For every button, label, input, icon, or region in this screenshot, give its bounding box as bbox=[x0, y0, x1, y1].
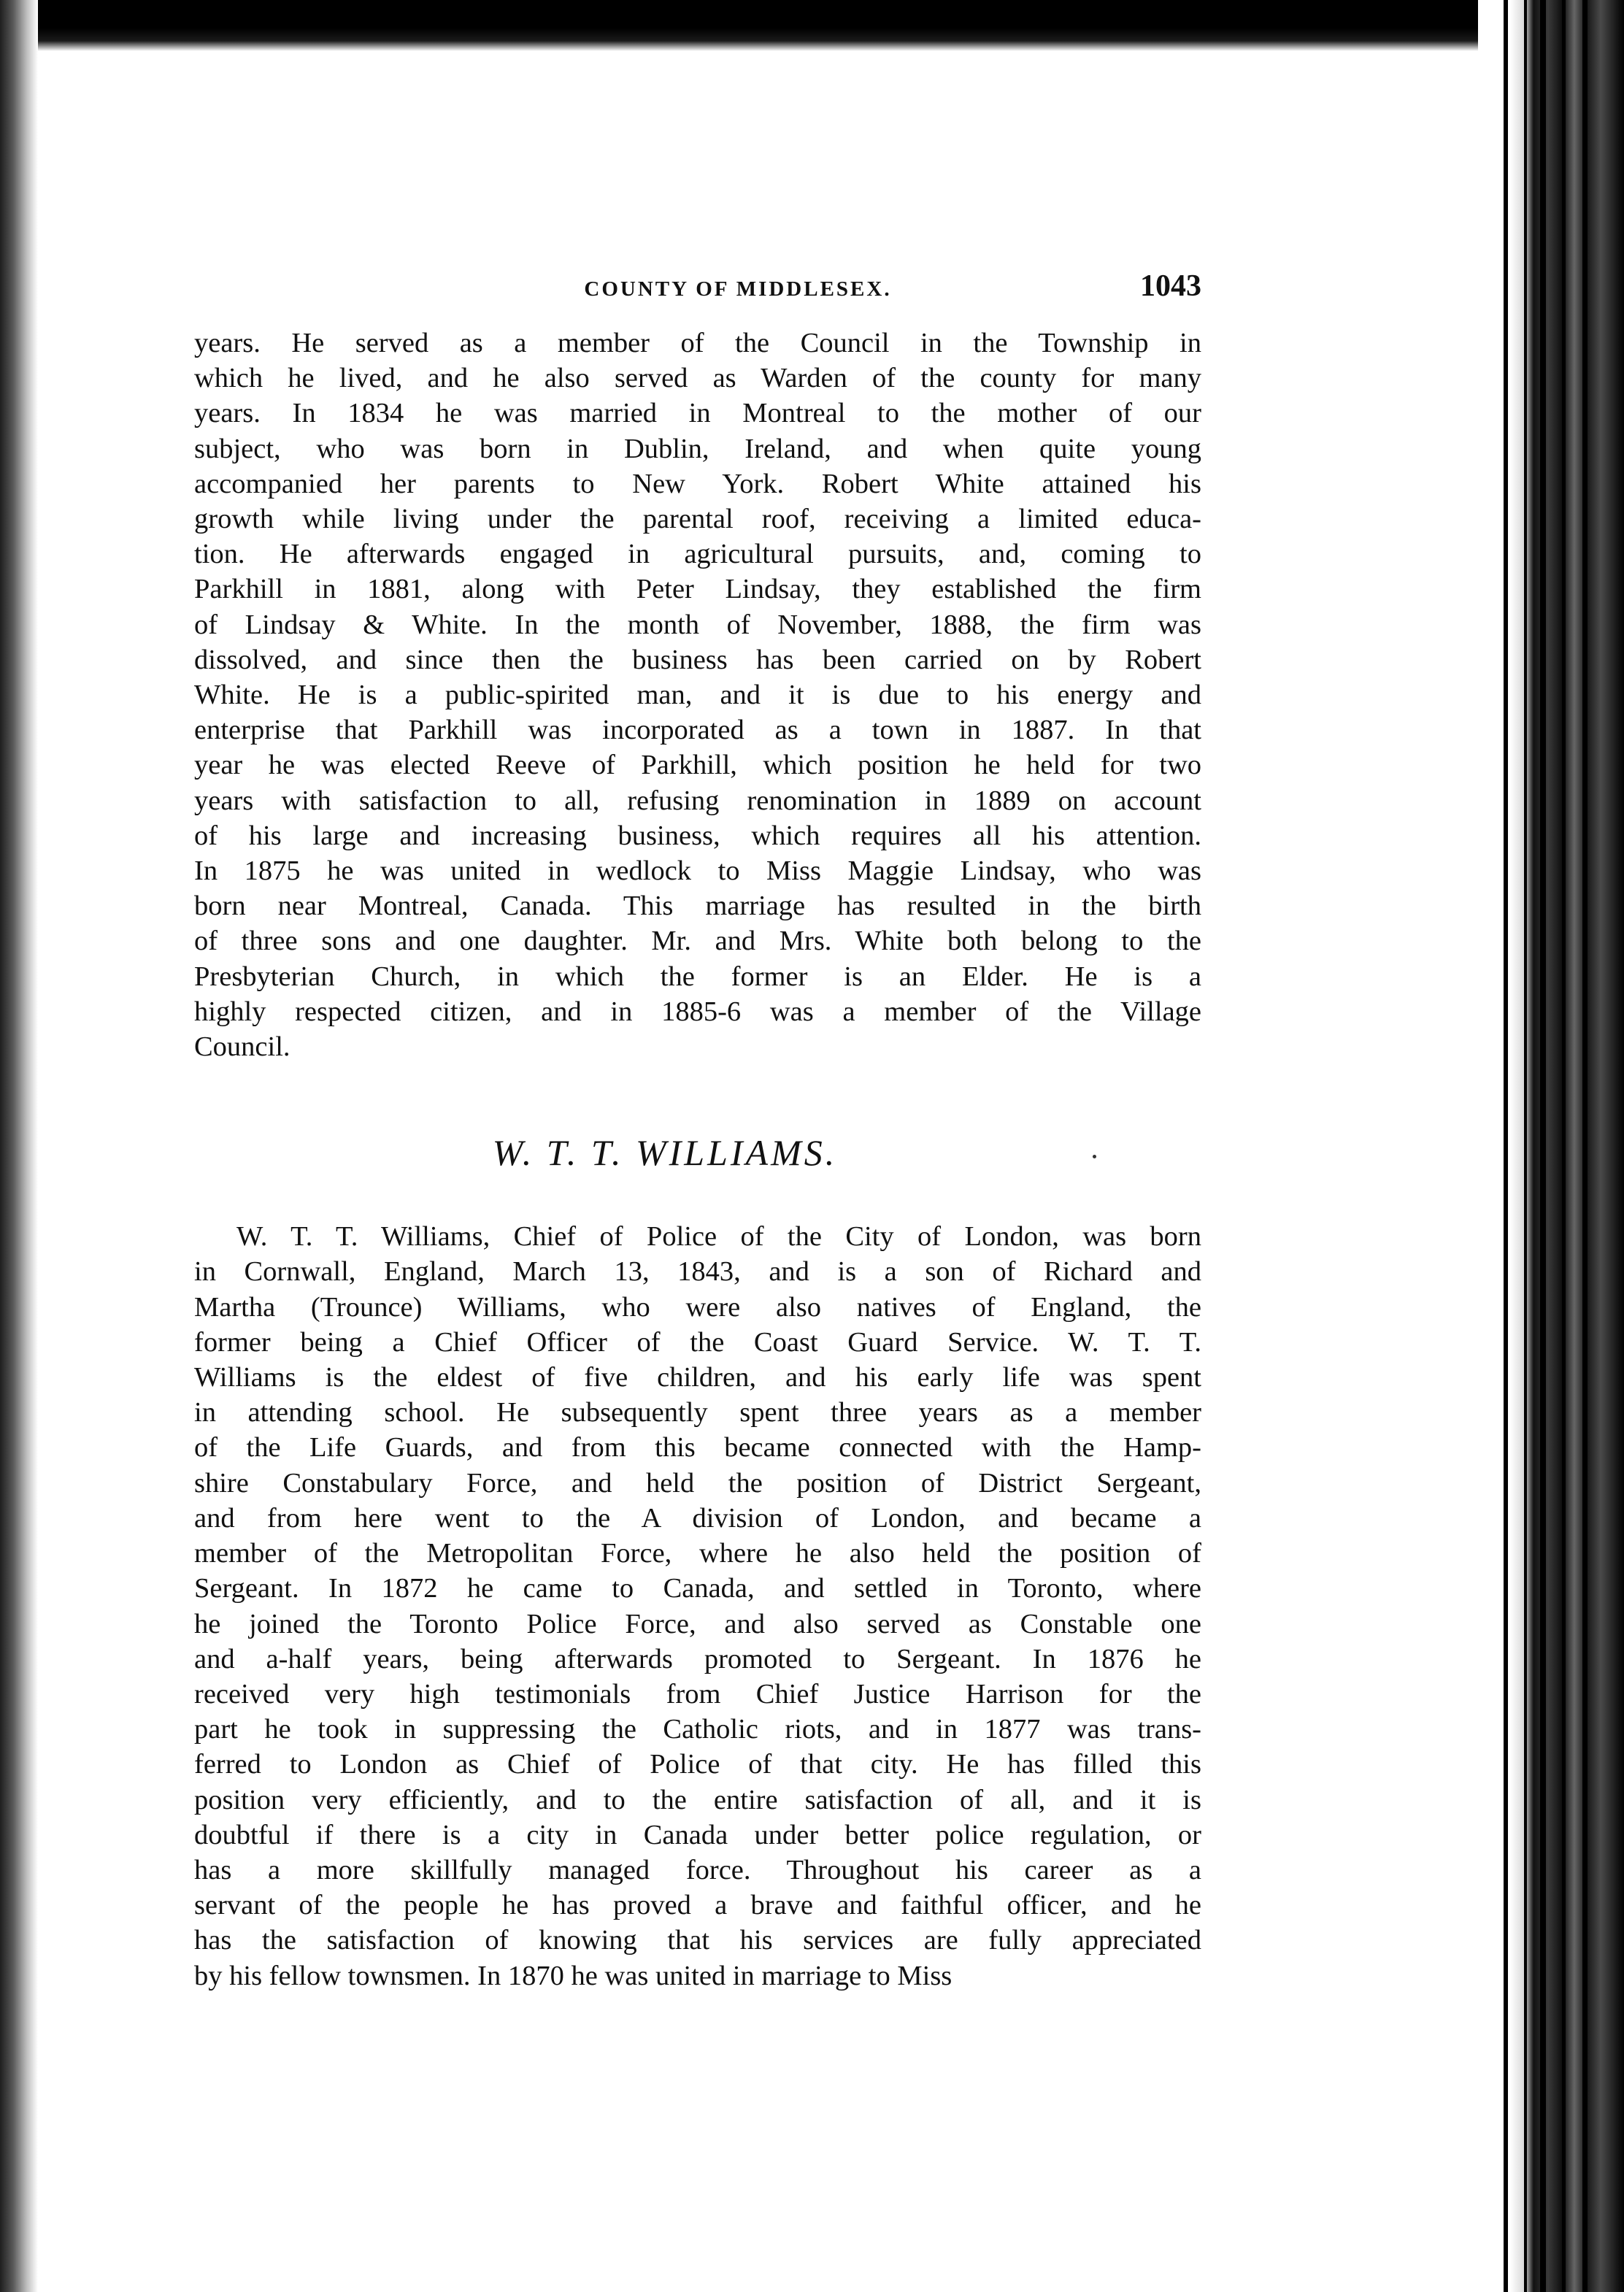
text-line: shire Constabulary Force, and held the position of District Sergeant, bbox=[194, 1467, 1201, 1499]
text-line: in Cornwall, England, March 13, 1843, and is a son of Richard and bbox=[194, 1256, 1201, 1288]
text-line: doubtful if there is a city in Canada under better police regulation, or bbox=[194, 1819, 1201, 1850]
book-page-edges bbox=[1478, 0, 1624, 2292]
text-line: Sergeant. In 1872 he came to Canada, and settled in Toronto, where bbox=[194, 1573, 1201, 1604]
text-line: years. He served as a member of the Council in the Township in bbox=[194, 328, 1201, 358]
text-line: Williams is the eldest of five children, and his early life was spent bbox=[194, 1362, 1201, 1393]
text-line: ferred to London as Chief of Police of that city. He has filled this bbox=[194, 1749, 1201, 1780]
text-line: Council. bbox=[194, 1031, 290, 1063]
text-line: Parkhill in 1881, along with Peter Lindsay, they established the firm bbox=[194, 574, 1201, 605]
scan-top-border bbox=[0, 0, 1624, 51]
text-line: of Lindsay & White. In the month of November, 1888, the firm was bbox=[194, 609, 1201, 640]
text-line: and from here went to the A division of London, and became a bbox=[194, 1502, 1201, 1534]
text-line: by his fellow townsmen. In 1870 he was united in marriage to Miss bbox=[194, 1960, 953, 1991]
page-body bbox=[194, 269, 1201, 1993]
text-line: member of the Metropolitan Force, where he also held the position of bbox=[194, 1538, 1201, 1569]
text-line: tion. He afterwards engaged in agricultural pursuits, and, coming to bbox=[194, 539, 1201, 570]
text-line: he joined the Toronto Police Force, and also served as Constable one bbox=[194, 1608, 1201, 1639]
section-heading: W. T. T. WILLIAMS. bbox=[492, 1132, 838, 1174]
text-line: of his large and increasing business, which requires all his attention. bbox=[194, 820, 1201, 851]
text-line: years with satisfaction to all, refusing renomination in 1889 on account bbox=[194, 785, 1201, 816]
page-edge-stripe bbox=[1504, 0, 1508, 2292]
text-line: growth while living under the parental roof, receiving a limited educa- bbox=[194, 504, 1201, 535]
text-line: Martha (Trounce) Williams, who were also natives of England, the bbox=[194, 1291, 1201, 1323]
text-line: born near Montreal, Canada. This marriage has resulted in the birth bbox=[194, 891, 1201, 922]
text-line: servant of the people he has proved a brave and faithful officer, and he bbox=[194, 1890, 1201, 1921]
text-line: year he was elected Reeve of Parkhill, which position he held for two bbox=[194, 750, 1201, 781]
page-number: 1043 bbox=[1140, 269, 1201, 303]
text-line: received very high testimonials from Chief Justice Harrison for the bbox=[194, 1678, 1201, 1710]
page-edge-stripe bbox=[1524, 0, 1527, 2292]
text-line: former being a Chief Officer of the Coast Guard Service. W. T. T. bbox=[194, 1326, 1201, 1358]
text-line: White. He is a public-spirited man, and it is due to his energy and bbox=[194, 680, 1201, 711]
text-line: accompanied her parents to New York. Robert White attained his bbox=[194, 468, 1201, 499]
page-edge-stripe bbox=[1582, 0, 1588, 2292]
text-line: of the Life Guards, and from this became connected with the Hamp- bbox=[194, 1432, 1201, 1464]
text-line: subject, who was born in Dublin, Ireland, and when quite young bbox=[194, 433, 1201, 464]
text-line: has a more skillfully managed force. Throughout his career as a bbox=[194, 1854, 1201, 1885]
text-line: has the satisfaction of knowing that his services are fully appreciated bbox=[194, 1925, 1201, 1956]
text-line: In 1875 he was united in wedlock to Miss Maggie Lindsay, who was bbox=[194, 855, 1201, 887]
running-title: COUNTY OF MIDDLESEX. bbox=[584, 277, 892, 301]
text-line: dissolved, and since then the business has been carried on by Robert bbox=[194, 644, 1201, 675]
page-edge-stripe bbox=[1562, 0, 1566, 2292]
stray-ink-mark bbox=[1093, 1155, 1096, 1158]
running-head bbox=[194, 269, 1201, 312]
text-line: and a-half years, being afterwards promoted to Sergeant. In 1876 he bbox=[194, 1643, 1201, 1674]
text-line: part he took in suppressing the Catholic riots, and in 1877 was trans- bbox=[194, 1714, 1201, 1745]
paragraph-williams bbox=[194, 1219, 1201, 1993]
text-line: enterprise that Parkhill was incorporated as a town in 1887. In that bbox=[194, 715, 1201, 746]
text-line: of three sons and one daughter. Mr. and Mrs. White both belong to the bbox=[194, 926, 1201, 957]
text-line: which he lived, and he also served as Warden of the county for many bbox=[194, 363, 1201, 394]
book-gutter-shadow bbox=[0, 0, 38, 2292]
text-line: highly respected citizen, and in 1885-6 was a member of the Village bbox=[194, 996, 1201, 1027]
text-line: years. In 1834 he was married in Montreal to the mother of our bbox=[194, 398, 1201, 429]
text-line: in attending school. He subsequently spent three years as a member bbox=[194, 1397, 1201, 1428]
paragraph-robert-white bbox=[194, 326, 1201, 1064]
text-line: position very efficiently, and to the entire satisfaction of all, and it is bbox=[194, 1784, 1201, 1815]
text-line: Presbyterian Church, in which the former is an Elder. He is a bbox=[194, 961, 1201, 992]
page-edge-stripe bbox=[1540, 0, 1546, 2292]
text-line: W. T. T. Williams, Chief of Police of the City of London, was born bbox=[236, 1221, 1201, 1253]
